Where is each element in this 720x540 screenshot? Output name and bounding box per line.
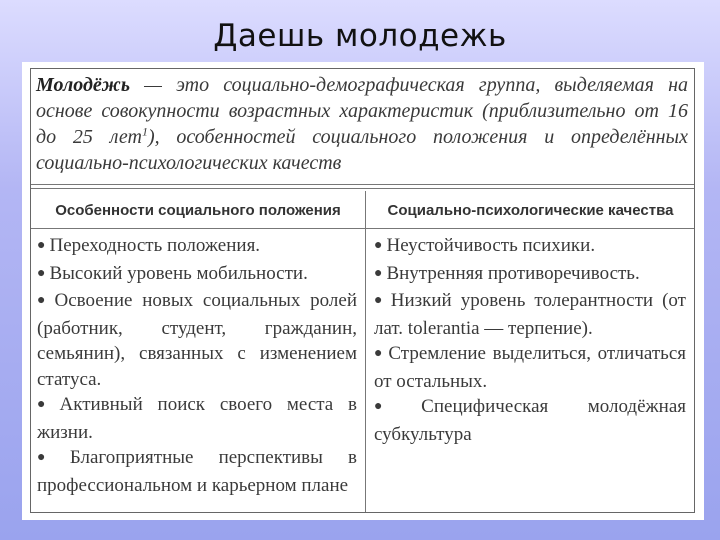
bullet-icon: ● bbox=[374, 399, 418, 414]
list-item: ● Специфическая молодёжная субкультура bbox=[374, 396, 686, 445]
definition-text bbox=[36, 72, 688, 176]
right-column-list bbox=[374, 233, 686, 447]
footnote-marker: 1 bbox=[141, 124, 148, 139]
table-image bbox=[22, 62, 704, 520]
divider-top-double bbox=[31, 188, 694, 189]
definition-text-part2: ), особенностей социального положения и определённых социально-психологических качеств bbox=[36, 126, 688, 174]
list-item: ● Стремление выделиться, отличаться от остальных. bbox=[374, 343, 686, 392]
definition-term: Молодёжь bbox=[36, 74, 130, 96]
bullet-icon: ● bbox=[37, 238, 46, 253]
list-item: ● Активный поиск своего места в жизни. bbox=[37, 394, 357, 443]
list-item: ● Переходность положения. bbox=[37, 235, 261, 256]
bullet-icon: ● bbox=[374, 346, 385, 361]
list-item: ● Благоприятные перспективы в профессиональном и карьерном плане bbox=[37, 447, 357, 496]
bullet-icon: ● bbox=[374, 238, 383, 253]
bullet-icon: ● bbox=[37, 265, 46, 281]
definition-table bbox=[30, 68, 695, 513]
list-item: ● Освоение новых социальных ролей (работник, студент, гражданин, семьянин), связанных с изменением статуса. bbox=[37, 290, 357, 390]
bullet-icon: ● bbox=[37, 293, 51, 308]
list-item: ● Высокий уровень мобильности. bbox=[37, 262, 308, 284]
list-item: ● Низкий уровень толерантности (от лат. tolerantia — терпение). bbox=[374, 290, 686, 339]
list-item: ● Внутренняя противоречивость. bbox=[374, 262, 640, 284]
bullet-icon: ● bbox=[37, 450, 66, 465]
definition-text-part1: — это социально-демографическая группа, выделяемая на основе совокупности возрастных характеристик (приблизительно от 16 до 25 лет bbox=[36, 74, 688, 148]
slide-title: Даешь молодежь bbox=[213, 18, 507, 54]
column-divider bbox=[365, 191, 366, 512]
divider-top bbox=[31, 184, 694, 185]
bullet-icon: ● bbox=[374, 293, 387, 308]
list-item: ● Неустойчивость психики. bbox=[374, 235, 596, 256]
column-header-social-position: Особенности социального положения bbox=[55, 201, 341, 219]
left-column-list bbox=[37, 233, 357, 498]
column-header-psychological-qualities: Социально-психологические качества bbox=[387, 201, 674, 219]
bullet-icon: ● bbox=[37, 397, 56, 412]
bullet-icon: ● bbox=[374, 265, 383, 281]
